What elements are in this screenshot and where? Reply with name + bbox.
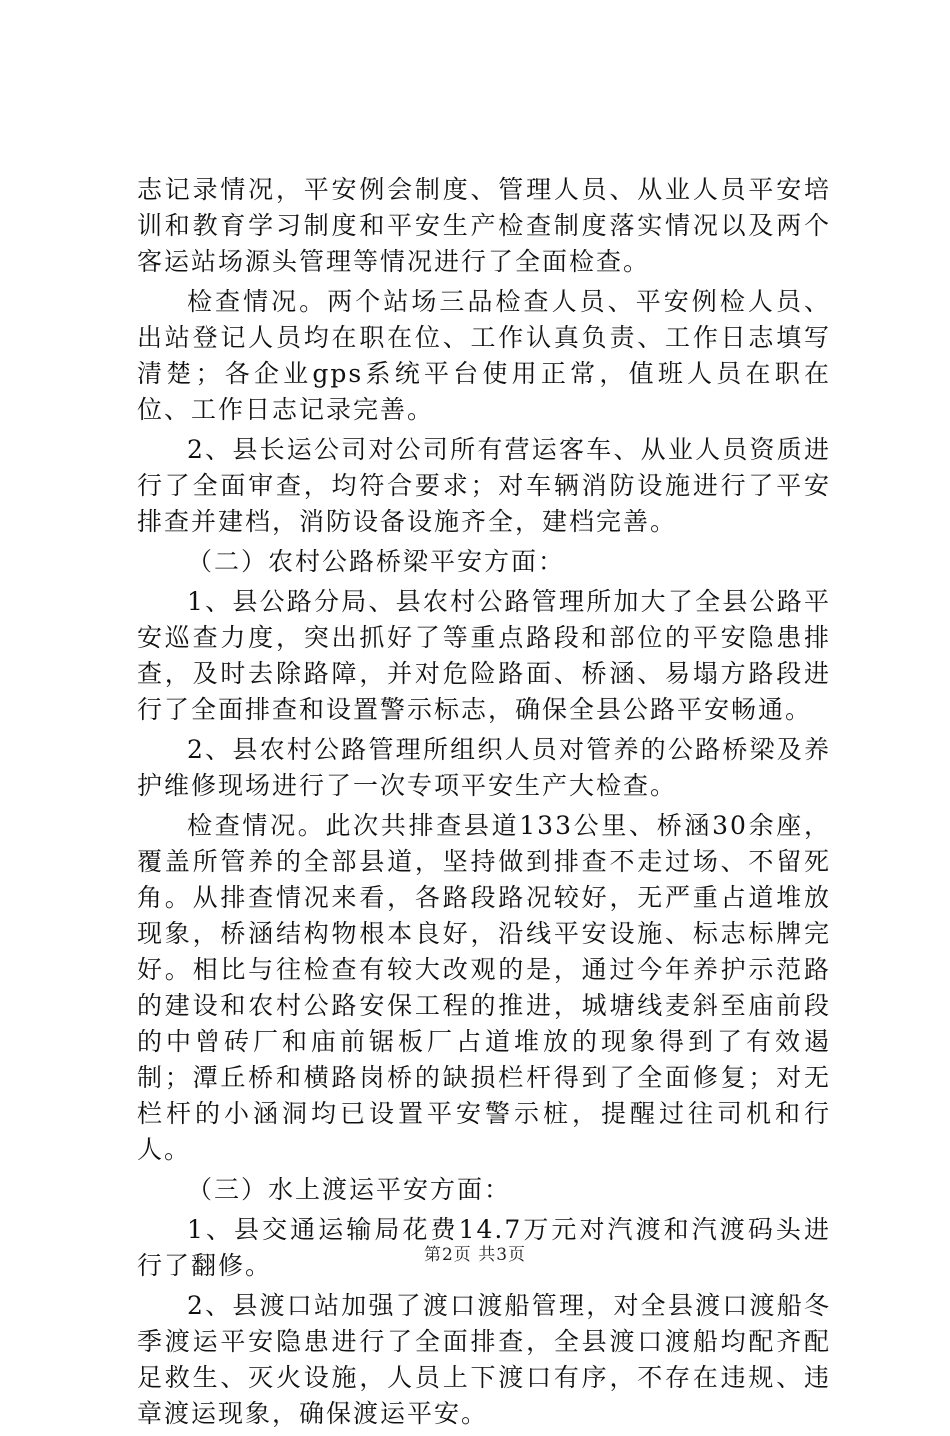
paragraph-item-2-transport-company: 2、县长运公司对公司所有营运客车、从业人员资质进行了全面审查，均符合要求；对车辆消防设施进行了平安排查并建档，消防设备设施齐全，建档完善。 xyxy=(137,435,831,536)
section-heading-water-transport: （三）水上渡运平安方面： xyxy=(187,1175,512,1204)
paragraph-item-1-road-inspection: 1、县公路分局、县农村公路管理所加大了全县公路平安巡查力度，突出抓好了等重点路段和部位的平安隐患排查，及时去除路障，并对危险路面、桥涵、易塌方路段进行了全面排查和设置警示标志，确保全县公路平安畅通。 xyxy=(137,587,831,724)
paragraph-inspection-status-stations: 检查情况。两个站场三品检查人员、平安例检人员、出站登记人员均在职在位、工作认真负责、工作日志填写清楚；各企业gps系统平台使用正常，值班人员在职在位、工作日志记录完善。 xyxy=(137,287,831,424)
section-heading-rural-roads: （二）农村公路桥梁平安方面： xyxy=(187,547,566,576)
paragraph-inspection-status-roads: 检查情况。此次共排查县道133公里、桥涵30余座，覆盖所管养的全部县道，坚持做到排查不走过场、不留死角。从排查情况来看，各路段路况较好，无严重占道堆放现象，桥涵结构物根本良好，沿线平安设施、标志标牌完好。相比与往检查有较大改观的是，通过今年养护示范路的建设和农村公路安保工程的推进，城塘线麦斜至庙前段的中曾砖厂和庙前锯板厂占道堆放的现象得到了有效遏制；潭丘桥和横路岗桥的缺损栏杆得到了全面修复；对无栏杆的小涵洞均已设置平安警示桩，提醒过往司机和行人。 xyxy=(137,811,831,1164)
paragraph-item-2-bridge-inspection: 2、县农村公路管理所组织人员对管养的公路桥梁及养护维修现场进行了一次专项平安生产大检查。 xyxy=(137,735,831,800)
paragraph-item-1-ferry-renovation: 1、县交通运输局花费14.7万元对汽渡和汽渡码头进行了翻修。 xyxy=(137,1215,831,1280)
paragraph-item-2-ferry-management: 2、县渡口站加强了渡口渡船管理，对全县渡口渡船冬季渡运平安隐患进行了全面排查，全县渡口渡船均配齐配足救生、灭火设施，人员上下渡口有序，不存在违规、违章渡运现象，确保渡运平安。 xyxy=(137,1291,831,1428)
page-footer: 第2页 共3页 xyxy=(423,1245,527,1265)
paragraph-continuation: 志记录情况，平安例会制度、管理人员、从业人员平安培训和教育学习制度和平安生产检查制度落实情况以及两个客运站场源头管理等情况进行了全面检查。 xyxy=(137,175,831,276)
